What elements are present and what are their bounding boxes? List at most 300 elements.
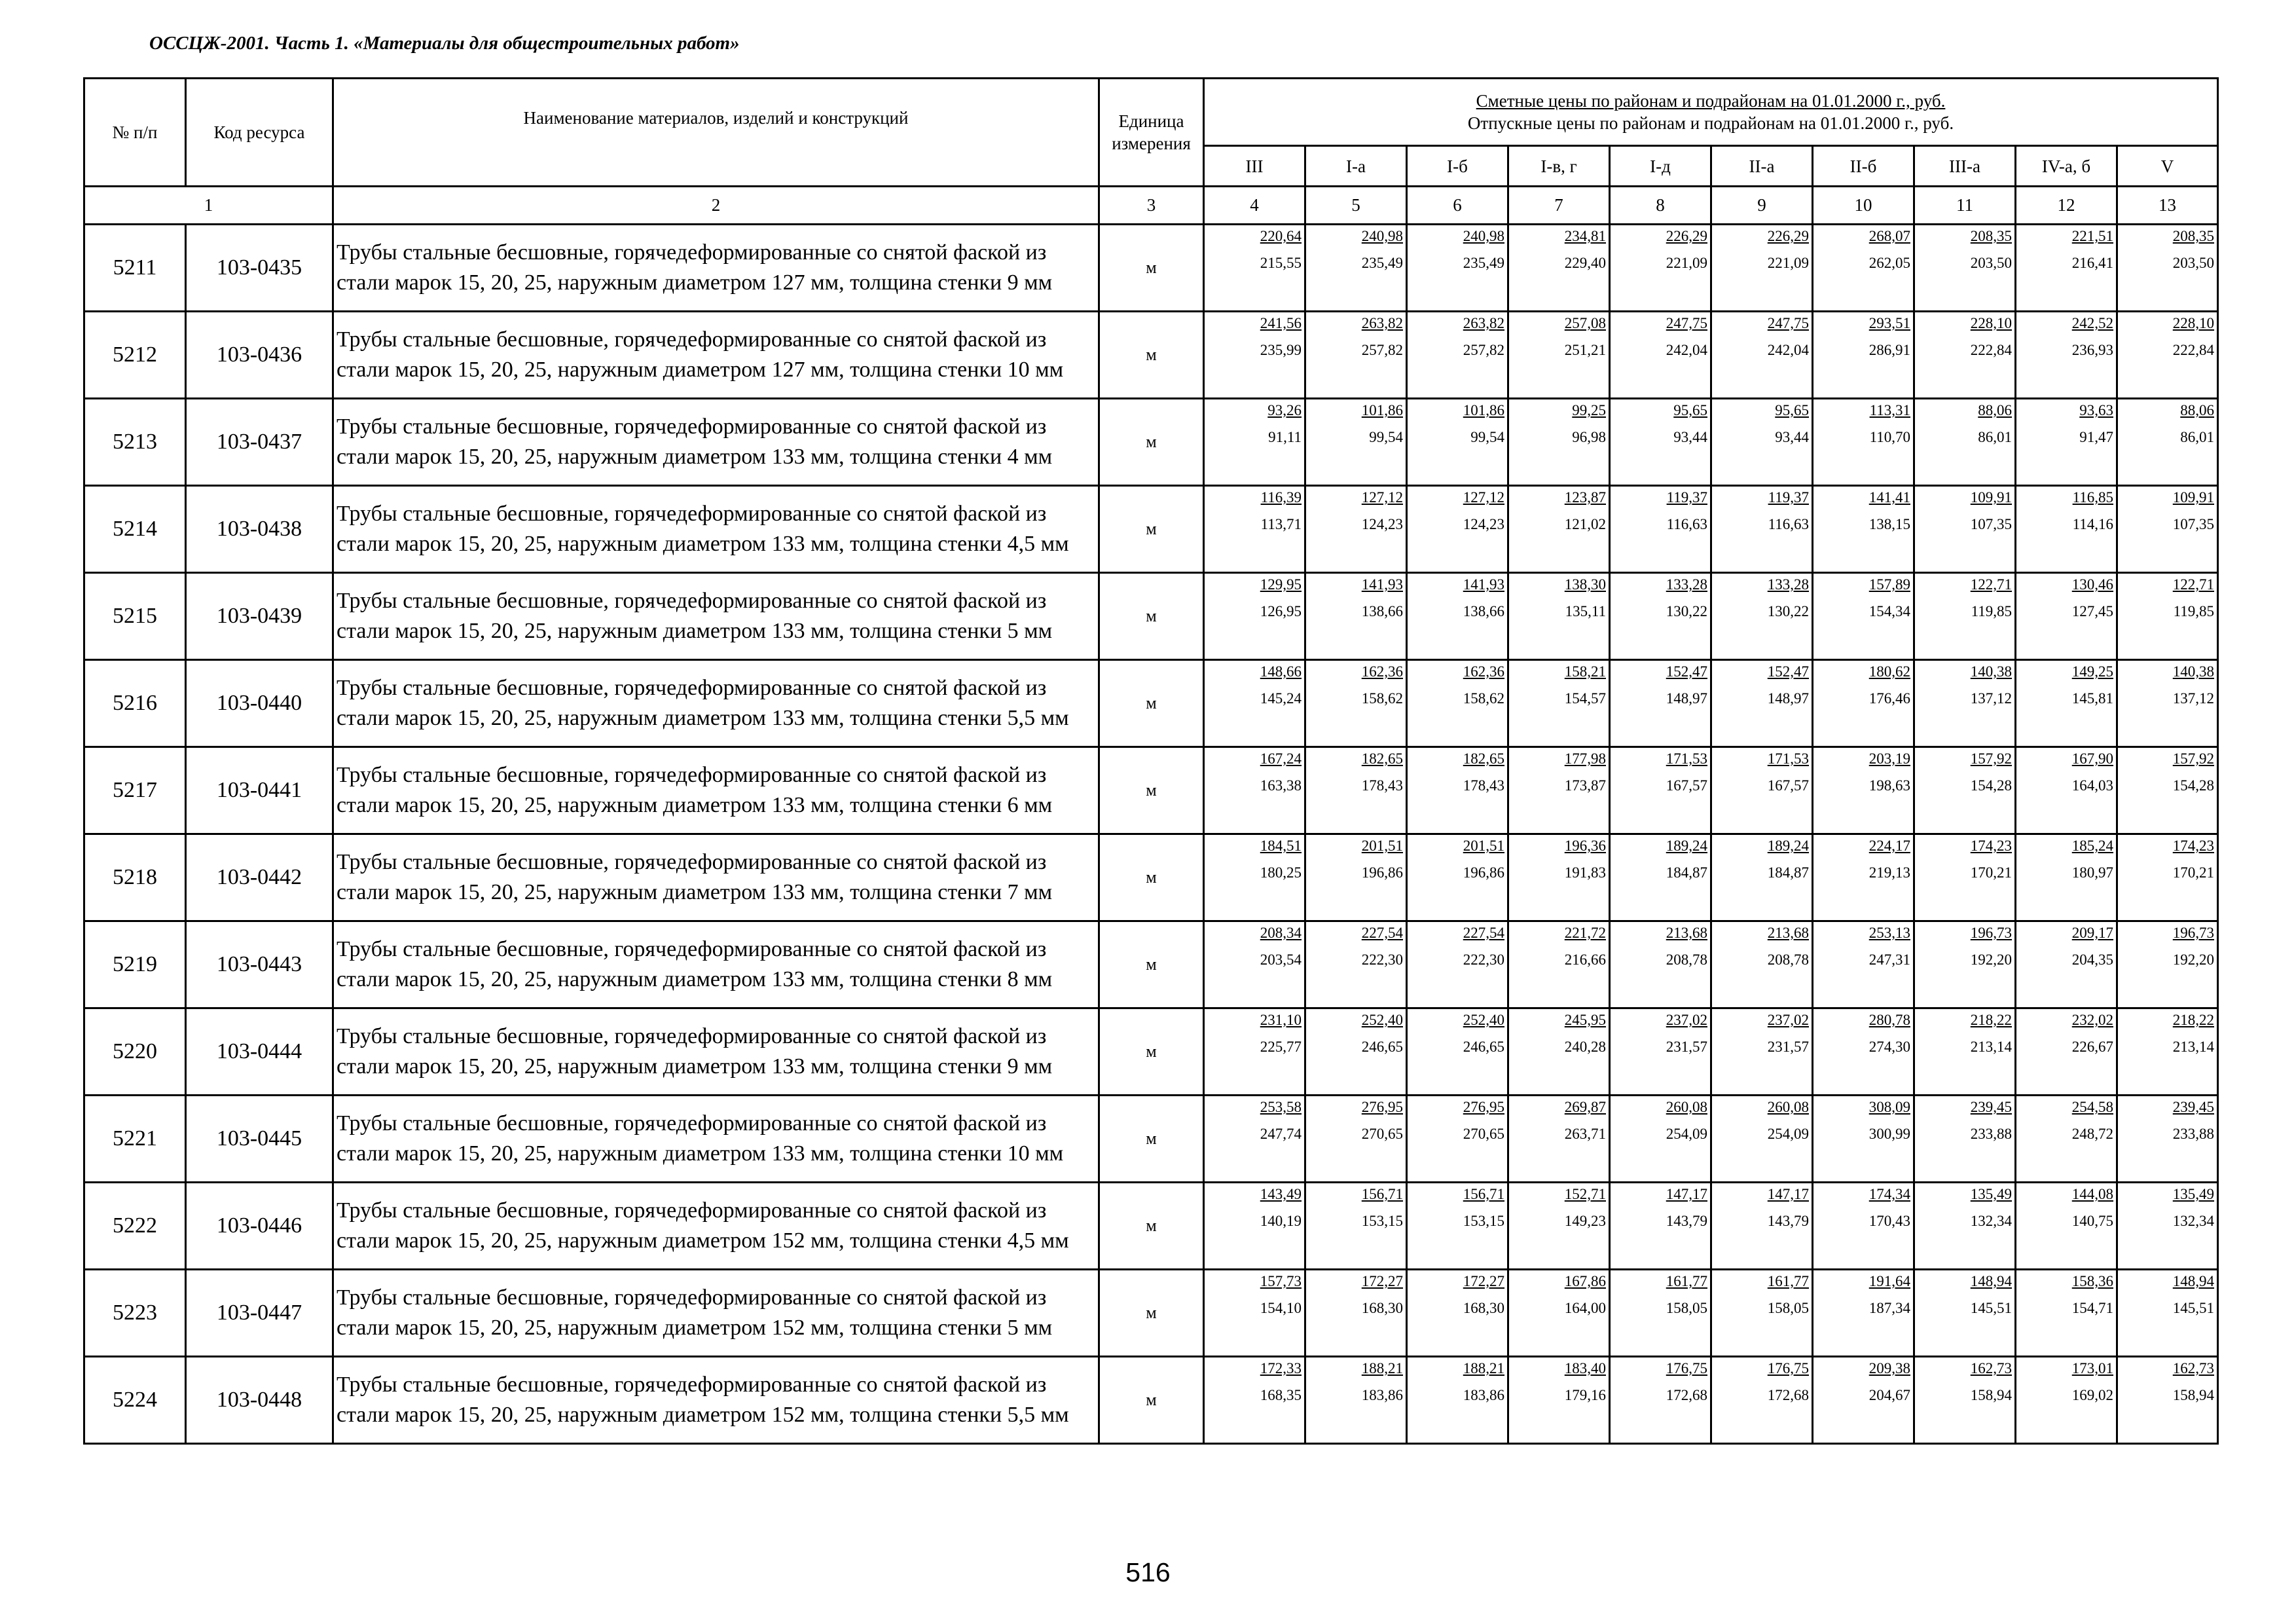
wholesale-price: 242,04 (1666, 342, 1707, 358)
header-region: IV-а, б (2016, 146, 2117, 187)
table-row (84, 660, 2218, 747)
estimate-price: 203,19 (1868, 750, 1910, 767)
header-region: III-а (1914, 146, 2016, 187)
estimate-price: 167,24 (1260, 750, 1302, 767)
wholesale-price: 240,28 (1564, 1039, 1606, 1055)
estimate-price: 220,64 (1260, 228, 1302, 244)
estimate-price: 174,23 (2172, 838, 2214, 854)
estimate-price: 135,49 (1970, 1186, 2012, 1202)
resource-code: 103-0435 (186, 225, 333, 312)
wholesale-price: 254,09 (1666, 1126, 1707, 1142)
column-number: 1 (84, 187, 333, 225)
material-name: Трубы стальные бесшовные, горячедеформированные со снятой фаской из стали марок 15, 20, 25, наружным диаметром 133 мм, толщина стенки 5 мм (333, 573, 1099, 660)
estimate-price: 242,52 (2071, 315, 2113, 331)
wholesale-price: 213,14 (1970, 1039, 2012, 1055)
wholesale-price: 130,22 (1666, 603, 1707, 619)
header-prices-estimate: Сметные цены по районам и подрайонам на 01.01.2000 г., руб. (1476, 91, 1946, 111)
wholesale-price: 204,35 (2071, 951, 2113, 968)
wholesale-price: 110,70 (1869, 429, 1910, 445)
page-number: 516 (1125, 1557, 1171, 1587)
wholesale-price: 196,86 (1361, 864, 1403, 881)
estimate-price: 149,25 (2071, 663, 2113, 680)
header-region: I-б (1407, 146, 1508, 187)
header-code: Код ресурса (186, 79, 333, 187)
wholesale-price: 148,97 (1666, 690, 1707, 707)
price-cell (1508, 312, 1610, 399)
estimate-price: 213,68 (1767, 925, 1809, 941)
estimate-price: 253,13 (1868, 925, 1910, 941)
wholesale-price: 107,35 (1970, 516, 2012, 532)
estimate-price: 152,71 (1564, 1186, 1606, 1202)
table-row (84, 921, 2218, 1008)
wholesale-price: 138,66 (1463, 603, 1504, 619)
estimate-price: 148,94 (1970, 1273, 2012, 1289)
price-cell (1610, 312, 1711, 399)
wholesale-price: 262,05 (1868, 255, 1910, 271)
price-cell (2117, 921, 2218, 1008)
price-cell (1914, 1357, 2016, 1444)
price-cell (2117, 1357, 2218, 1444)
price-cell (2016, 225, 2117, 312)
column-number: 3 (1099, 187, 1204, 225)
wholesale-price: 216,41 (2071, 255, 2113, 271)
estimate-price: 144,08 (2071, 1186, 2113, 1202)
resource-code: 103-0437 (186, 399, 333, 486)
wholesale-price: 225,77 (1260, 1039, 1302, 1055)
row-number: 5212 (84, 312, 186, 399)
estimate-price: 176,75 (1666, 1360, 1707, 1376)
row-number: 5223 (84, 1270, 186, 1357)
wholesale-price: 222,84 (1970, 342, 2012, 358)
estimate-price: 188,21 (1361, 1360, 1403, 1376)
price-cell (1711, 1183, 1813, 1270)
wholesale-price: 192,20 (1970, 951, 2012, 968)
material-name: Трубы стальные бесшовные, горячедеформированные со снятой фаской из стали марок 15, 20, 25, наружным диаметром 152 мм, толщина стенки 5 мм (333, 1270, 1099, 1357)
price-cell (1508, 747, 1610, 834)
wholesale-price: 164,03 (2071, 777, 2113, 794)
price-cell (1407, 486, 1508, 573)
price-cell (1407, 1357, 1508, 1444)
price-cell (1407, 573, 1508, 660)
estimate-price: 143,49 (1260, 1186, 1302, 1202)
estimate-price: 218,22 (2172, 1012, 2214, 1028)
wholesale-price: 172,68 (1666, 1387, 1707, 1403)
price-cell (1610, 921, 1711, 1008)
column-number: 4 (1204, 187, 1305, 225)
price-cell (2117, 399, 2218, 486)
wholesale-price: 158,05 (1767, 1300, 1809, 1316)
wholesale-price: 154,57 (1564, 690, 1606, 707)
wholesale-price: 153,15 (1463, 1213, 1504, 1229)
price-cell (2016, 921, 2117, 1008)
estimate-price: 224,17 (1868, 838, 1910, 854)
estimate-price: 162,73 (2172, 1360, 2214, 1376)
wholesale-price: 246,65 (1361, 1039, 1403, 1055)
wholesale-price: 154,28 (2172, 777, 2214, 794)
estimate-price: 162,73 (1970, 1360, 2012, 1376)
estimate-price: 122,71 (1970, 576, 2012, 593)
estimate-price: 109,91 (1970, 489, 2012, 506)
price-cell (1305, 1183, 1407, 1270)
wholesale-price: 216,66 (1564, 951, 1606, 968)
column-number: 10 (1813, 187, 1914, 225)
header-region: I-д (1610, 146, 1711, 187)
price-cell (1610, 747, 1711, 834)
price-cell (2117, 1096, 2218, 1183)
wholesale-price: 93,44 (1673, 429, 1707, 445)
estimate-price: 101,86 (1463, 402, 1504, 418)
price-cell (1813, 486, 1914, 573)
header-no: № п/п (84, 79, 186, 187)
wholesale-price: 187,34 (1868, 1300, 1910, 1316)
table-body (84, 225, 2218, 1444)
wholesale-price: 270,65 (1361, 1126, 1403, 1142)
unit: м (1099, 834, 1204, 921)
price-cell (1305, 660, 1407, 747)
estimate-price: 245,95 (1564, 1012, 1606, 1028)
wholesale-price: 107,35 (2172, 516, 2214, 532)
wholesale-price: 116,63 (1768, 516, 1809, 532)
table-row (84, 747, 2218, 834)
wholesale-price: 145,51 (1970, 1300, 2012, 1316)
wholesale-price: 154,28 (1970, 777, 2012, 794)
estimate-price: 239,45 (1970, 1099, 2012, 1115)
wholesale-price: 158,94 (1970, 1387, 2012, 1403)
estimate-price: 201,51 (1361, 838, 1403, 854)
wholesale-price: 154,71 (2071, 1300, 2113, 1316)
resource-code: 103-0439 (186, 573, 333, 660)
estimate-price: 208,35 (1970, 228, 2012, 244)
wholesale-price: 140,75 (2071, 1213, 2113, 1229)
estimate-price: 201,51 (1463, 838, 1504, 854)
header-region: II-а (1711, 146, 1813, 187)
price-cell (1914, 399, 2016, 486)
wholesale-price: 203,50 (2172, 255, 2214, 271)
wholesale-price: 215,55 (1260, 255, 1302, 271)
price-cell (1204, 660, 1305, 747)
wholesale-price: 192,20 (2172, 951, 2214, 968)
wholesale-price: 251,21 (1564, 342, 1606, 358)
wholesale-price: 153,15 (1361, 1213, 1403, 1229)
resource-code: 103-0445 (186, 1096, 333, 1183)
unit: м (1099, 312, 1204, 399)
price-cell (1914, 1096, 2016, 1183)
price-cell (1914, 660, 2016, 747)
header-row-top (84, 79, 2218, 146)
price-cell (1914, 1270, 2016, 1357)
material-name: Трубы стальные бесшовные, горячедеформированные со снятой фаской из стали марок 15, 20, 25, наружным диаметром 133 мм, толщина стенки 7 мм (333, 834, 1099, 921)
wholesale-price: 263,71 (1564, 1126, 1606, 1142)
resource-code: 103-0448 (186, 1357, 333, 1444)
table-row (84, 399, 2218, 486)
price-cell (1711, 399, 1813, 486)
estimate-price: 152,47 (1666, 663, 1707, 680)
wholesale-price: 221,09 (1666, 255, 1707, 271)
row-number: 5217 (84, 747, 186, 834)
price-cell (1305, 921, 1407, 1008)
column-number: 13 (2117, 187, 2218, 225)
material-name: Трубы стальные бесшовные, горячедеформированные со снятой фаской из стали марок 15, 20, 25, наружным диаметром 133 мм, толщина стенки 5,5 мм (333, 660, 1099, 747)
wholesale-price: 208,78 (1767, 951, 1809, 968)
price-cell (1914, 1183, 2016, 1270)
wholesale-price: 116,63 (1666, 516, 1707, 532)
row-number: 5214 (84, 486, 186, 573)
price-cell (1204, 573, 1305, 660)
wholesale-price: 132,34 (1970, 1213, 2012, 1229)
price-cell (1508, 1096, 1610, 1183)
wholesale-price: 135,11 (1565, 603, 1606, 619)
estimate-price: 141,93 (1361, 576, 1403, 593)
wholesale-price: 221,09 (1767, 255, 1809, 271)
price-cell (1305, 834, 1407, 921)
price-cell (2117, 660, 2218, 747)
estimate-price: 240,98 (1463, 228, 1504, 244)
estimate-price: 209,17 (2071, 925, 2113, 941)
estimate-price: 237,02 (1767, 1012, 1809, 1028)
wholesale-price: 286,91 (1868, 342, 1910, 358)
wholesale-price: 229,40 (1564, 255, 1606, 271)
price-cell (1305, 1357, 1407, 1444)
wholesale-price: 137,12 (2172, 690, 2214, 707)
price-cell (1914, 747, 2016, 834)
wholesale-price: 242,04 (1767, 342, 1809, 358)
wholesale-price: 178,43 (1463, 777, 1504, 794)
price-cell (2117, 1008, 2218, 1096)
price-cell (1508, 1008, 1610, 1096)
estimate-price: 172,27 (1463, 1273, 1504, 1289)
wholesale-price: 164,00 (1564, 1300, 1606, 1316)
column-number: 6 (1407, 187, 1508, 225)
estimate-price: 208,34 (1260, 925, 1302, 941)
wholesale-price: 235,99 (1260, 342, 1302, 358)
estimate-price: 252,40 (1463, 1012, 1504, 1028)
estimate-price: 189,24 (1767, 838, 1809, 854)
price-cell (2016, 1270, 2117, 1357)
column-number: 11 (1914, 187, 2016, 225)
estimate-price: 138,30 (1564, 576, 1606, 593)
estimate-price: 174,34 (1868, 1186, 1910, 1202)
wholesale-price: 208,78 (1666, 951, 1707, 968)
estimate-price: 127,12 (1463, 489, 1504, 506)
header-name: Наименование материалов, изделий и конструкций (333, 79, 1099, 187)
price-cell (2016, 1183, 2117, 1270)
wholesale-price: 91,11 (1268, 429, 1302, 445)
estimate-price: 247,75 (1666, 315, 1707, 331)
price-cell (2016, 399, 2117, 486)
wholesale-price: 138,15 (1868, 516, 1910, 532)
wholesale-price: 145,51 (2172, 1300, 2214, 1316)
price-cell (1305, 573, 1407, 660)
resource-code: 103-0442 (186, 834, 333, 921)
estimate-price: 167,90 (2071, 750, 2113, 767)
price-cell (1305, 1096, 1407, 1183)
wholesale-price: 274,30 (1868, 1039, 1910, 1055)
wholesale-price: 149,23 (1564, 1213, 1606, 1229)
estimate-price: 293,51 (1868, 315, 1910, 331)
estimate-price: 240,98 (1361, 228, 1403, 244)
price-cell (1711, 834, 1813, 921)
material-name: Трубы стальные бесшовные, горячедеформированные со снятой фаской из стали марок 15, 20, 25, наружным диаметром 133 мм, толщина стенки 10 мм (333, 1096, 1099, 1183)
estimate-price: 191,64 (1868, 1273, 1910, 1289)
table-row (84, 486, 2218, 573)
price-cell (1711, 747, 1813, 834)
price-cell (2117, 1270, 2218, 1357)
wholesale-price: 140,19 (1260, 1213, 1302, 1229)
estimate-price: 116,85 (2072, 489, 2113, 506)
wholesale-price: 96,98 (1572, 429, 1606, 445)
wholesale-price: 121,02 (1564, 516, 1606, 532)
estimate-price: 140,38 (2172, 663, 2214, 680)
estimate-price: 221,51 (2071, 228, 2113, 244)
price-cell (1305, 1008, 1407, 1096)
price-cell (1914, 486, 2016, 573)
price-cell (1813, 660, 1914, 747)
wholesale-price: 203,54 (1260, 951, 1302, 968)
wholesale-price: 257,82 (1463, 342, 1504, 358)
estimate-price: 88,06 (2180, 402, 2214, 418)
material-name: Трубы стальные бесшовные, горячедеформированные со снятой фаской из стали марок 15, 20, 25, наружным диаметром 133 мм, толщина стенки 8 мм (333, 921, 1099, 1008)
estimate-price: 95,65 (1673, 402, 1707, 418)
price-cell (1813, 312, 1914, 399)
column-number: 8 (1610, 187, 1711, 225)
price-cell (1610, 399, 1711, 486)
unit: м (1099, 225, 1204, 312)
estimate-price: 227,54 (1361, 925, 1403, 941)
estimate-price: 157,92 (1970, 750, 2012, 767)
price-cell (1407, 225, 1508, 312)
header-prices-wholesale: Отпускные цены по районам и подрайонам на 01.01.2000 г., руб. (1467, 113, 1954, 133)
price-cell (1407, 399, 1508, 486)
estimate-price: 218,22 (1970, 1012, 2012, 1028)
estimate-price: 227,54 (1463, 925, 1504, 941)
estimate-price: 113,31 (1869, 402, 1910, 418)
price-cell (1813, 1183, 1914, 1270)
estimate-price: 280,78 (1868, 1012, 1910, 1028)
price-cell (1407, 921, 1508, 1008)
estimate-price: 177,98 (1564, 750, 1606, 767)
wholesale-price: 233,88 (1970, 1126, 2012, 1142)
wholesale-price: 176,46 (1868, 690, 1910, 707)
estimate-price: 189,24 (1666, 838, 1707, 854)
estimate-price: 260,08 (1767, 1099, 1809, 1115)
wholesale-price: 203,50 (1970, 255, 2012, 271)
column-number: 9 (1711, 187, 1813, 225)
row-number: 5213 (84, 399, 186, 486)
price-cell (1407, 747, 1508, 834)
price-cell (1407, 1008, 1508, 1096)
material-name: Трубы стальные бесшовные, горячедеформированные со снятой фаской из стали марок 15, 20, 25, наружным диаметром 133 мм, толщина стенки 4 мм (333, 399, 1099, 486)
column-number: 2 (333, 187, 1099, 225)
unit: м (1099, 1096, 1204, 1183)
wholesale-price: 257,82 (1361, 342, 1403, 358)
wholesale-price: 198,63 (1868, 777, 1910, 794)
estimate-price: 254,58 (2071, 1099, 2113, 1115)
wholesale-price: 99,54 (1470, 429, 1504, 445)
wholesale-price: 114,16 (2072, 516, 2113, 532)
wholesale-price: 184,87 (1767, 864, 1809, 881)
price-cell (1204, 399, 1305, 486)
unit: м (1099, 660, 1204, 747)
unit: м (1099, 486, 1204, 573)
estimate-price: 253,58 (1260, 1099, 1302, 1115)
wholesale-price: 169,02 (2071, 1387, 2113, 1403)
price-cell (2016, 1096, 2117, 1183)
estimate-price: 141,93 (1463, 576, 1504, 593)
table-row (84, 1270, 2218, 1357)
row-number: 5211 (84, 225, 186, 312)
row-number: 5222 (84, 1183, 186, 1270)
price-cell (1610, 225, 1711, 312)
price-cell (1508, 1270, 1610, 1357)
resource-code: 103-0436 (186, 312, 333, 399)
wholesale-price: 167,57 (1666, 777, 1707, 794)
column-number: 7 (1508, 187, 1610, 225)
price-cell (1305, 225, 1407, 312)
price-cell (1711, 486, 1813, 573)
wholesale-price: 113,71 (1260, 516, 1302, 532)
estimate-price: 257,08 (1564, 315, 1606, 331)
wholesale-price: 204,67 (1868, 1387, 1910, 1403)
wholesale-price: 119,85 (2173, 603, 2214, 619)
estimate-price: 101,86 (1361, 402, 1403, 418)
wholesale-price: 184,87 (1666, 864, 1707, 881)
wholesale-price: 170,21 (1970, 864, 2012, 881)
estimate-price: 241,56 (1260, 315, 1302, 331)
wholesale-price: 254,09 (1767, 1126, 1809, 1142)
estimate-price: 99,25 (1572, 402, 1606, 418)
unit: м (1099, 747, 1204, 834)
wholesale-price: 231,57 (1767, 1039, 1809, 1055)
price-cell (1813, 399, 1914, 486)
price-cell (1508, 921, 1610, 1008)
price-cell (1305, 312, 1407, 399)
price-cell (1914, 1008, 2016, 1096)
resource-code: 103-0444 (186, 1008, 333, 1096)
price-cell (1711, 573, 1813, 660)
estimate-price: 268,07 (1868, 228, 1910, 244)
wholesale-price: 172,68 (1767, 1387, 1809, 1403)
wholesale-price: 132,34 (2172, 1213, 2214, 1229)
estimate-price: 172,27 (1361, 1273, 1403, 1289)
estimate-price: 213,68 (1666, 925, 1707, 941)
estimate-price: 123,87 (1564, 489, 1606, 506)
wholesale-price: 158,05 (1666, 1300, 1707, 1316)
estimate-price: 158,21 (1564, 663, 1606, 680)
price-cell (1813, 921, 1914, 1008)
wholesale-price: 168,30 (1463, 1300, 1504, 1316)
price-cell (1711, 1008, 1813, 1096)
wholesale-price: 247,74 (1260, 1126, 1302, 1142)
estimate-price: 127,12 (1361, 489, 1403, 506)
wholesale-price: 219,13 (1868, 864, 1910, 881)
price-cell (1610, 486, 1711, 573)
wholesale-price: 183,86 (1361, 1387, 1403, 1403)
wholesale-price: 154,34 (1868, 603, 1910, 619)
resource-code: 103-0441 (186, 747, 333, 834)
header-region: II-б (1813, 146, 1914, 187)
estimate-price: 141,41 (1868, 489, 1910, 506)
price-cell (2117, 1183, 2218, 1270)
price-table (83, 77, 2219, 1445)
price-cell (1508, 225, 1610, 312)
wholesale-price: 167,57 (1767, 777, 1809, 794)
price-cell (1711, 1357, 1813, 1444)
price-cell (1508, 486, 1610, 573)
wholesale-price: 154,10 (1260, 1300, 1302, 1316)
table-row (84, 1096, 2218, 1183)
estimate-price: 226,29 (1666, 228, 1707, 244)
estimate-price: 172,33 (1260, 1360, 1302, 1376)
